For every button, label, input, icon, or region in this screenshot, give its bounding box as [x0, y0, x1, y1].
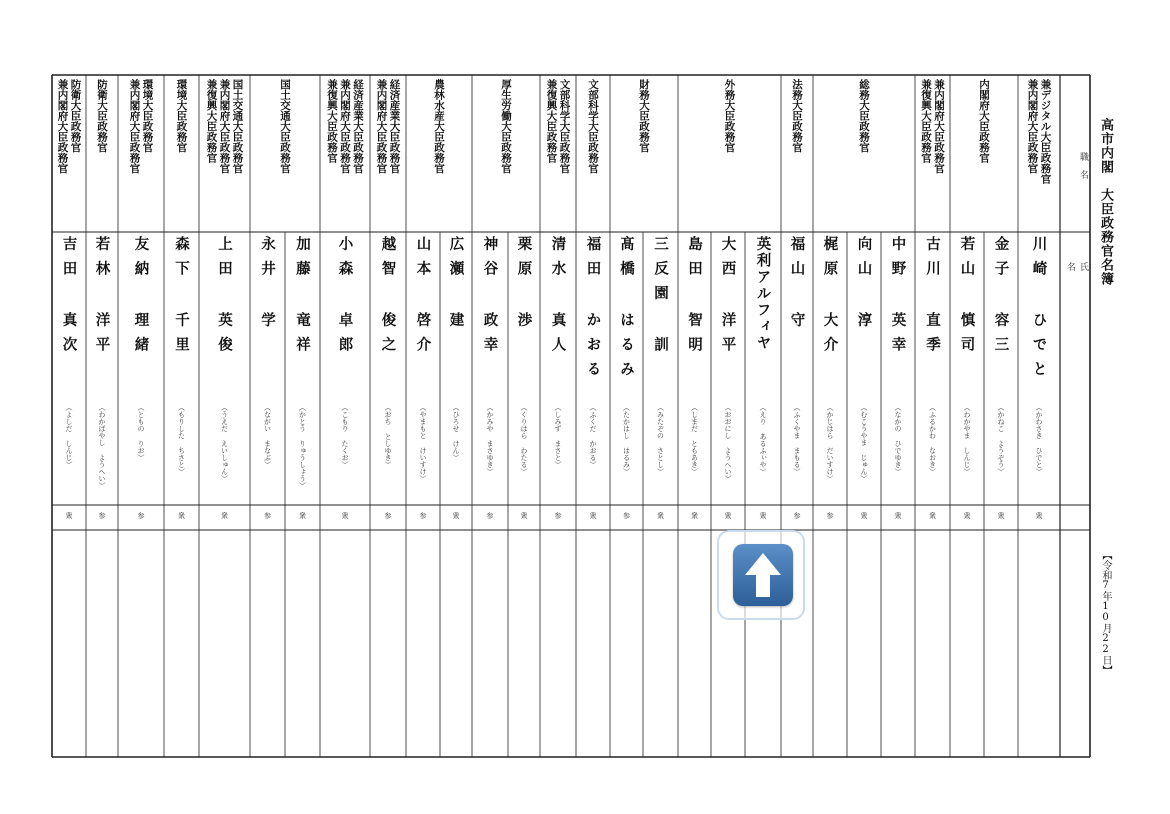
post-line: 兼内閣府大臣政務官 — [1026, 79, 1039, 174]
official-kana — [678, 404, 711, 501]
post-title — [950, 79, 1018, 228]
post-line: 兼内閣府大臣政務官 — [218, 79, 231, 174]
post-title — [915, 79, 950, 228]
official-kana-text: （かわさき ひでと） — [1035, 404, 1043, 475]
official-kana-text: （ふるかわ なおき） — [928, 404, 937, 475]
house-mark: 衆 — [65, 512, 73, 520]
post-title — [540, 79, 576, 228]
post-line: 兼復興大臣政務官 — [326, 79, 338, 163]
official-name-text: 向山 淳 — [855, 236, 873, 337]
house-mark: 参 — [419, 512, 427, 520]
official-kana — [118, 404, 164, 501]
official-kana-text: （おおにし ようへい） — [724, 404, 732, 482]
official-kana — [52, 404, 86, 501]
house-mark: 衆 — [520, 512, 528, 520]
post-line: 防衛大臣政務官 — [96, 79, 108, 153]
official-kana — [164, 404, 199, 501]
post-title — [610, 79, 678, 228]
official-name-text: 越智 俊之 — [379, 236, 397, 361]
scroll-to-top-button[interactable] — [717, 530, 805, 620]
post-line: 兼デジタル大臣政務官 — [1039, 79, 1052, 184]
official-kana-text: （くりはら わたる） — [520, 404, 528, 475]
header-post-label: 職 名 — [1078, 151, 1088, 179]
official-name — [320, 236, 370, 401]
house-mark: 衆 — [724, 512, 732, 520]
official-kana-text: （ひろせ けん） — [452, 404, 460, 461]
post-line: 環境大臣政務官 — [175, 79, 188, 153]
official-kana — [950, 404, 984, 501]
house-mark: 参 — [623, 512, 630, 520]
official-kana-text: （わかばやし ようへい） — [98, 404, 106, 489]
official-kana — [1018, 404, 1060, 501]
official-name-text: 森下 千里 — [173, 236, 190, 361]
house-mark: 衆 — [929, 512, 936, 520]
official-kana-text: （やまもと けいすけ） — [419, 404, 427, 482]
official-name — [440, 236, 472, 401]
post-line: 厚生労働大臣政務官 — [500, 79, 512, 174]
house-mark: 参 — [264, 512, 271, 520]
official-kana-text: （うえだ えいしゅん） — [220, 404, 229, 482]
post-line: 法務大臣政務官 — [791, 79, 803, 153]
official-name — [984, 236, 1018, 401]
official-name-text: 英利アルフィヤ — [754, 236, 772, 352]
post-line: 外務大臣政務官 — [723, 79, 736, 153]
post-line: 兼内閣府大臣政務官 — [339, 79, 351, 174]
official-kana — [984, 404, 1018, 501]
official-kana-text: （しみず まさと） — [554, 404, 562, 468]
official-name — [540, 236, 576, 401]
post-line: 総務大臣政務官 — [858, 79, 870, 153]
official-kana — [406, 404, 440, 501]
post-title — [118, 79, 164, 228]
post-line: 農林水産大臣政務官 — [433, 79, 445, 174]
official-name-text: 金子 容三 — [992, 236, 1010, 361]
official-name — [847, 236, 881, 401]
official-kana-text: （ともの りお） — [137, 404, 145, 461]
official-name — [950, 236, 984, 401]
official-name — [610, 236, 643, 401]
official-kana-text: （こもり たくお） — [341, 404, 349, 468]
official-name-text: 上田 英俊 — [216, 236, 233, 361]
official-kana — [813, 404, 847, 501]
official-kana-text: （かとう りゅうしょう） — [298, 404, 307, 489]
official-name-text: 髙橋 はるみ — [618, 236, 635, 386]
official-name — [250, 236, 285, 401]
house-mark: 衆 — [860, 512, 868, 520]
official-kana — [86, 404, 118, 501]
official-kana-text: （もりした ちさと） — [177, 404, 186, 475]
post-title — [406, 79, 472, 228]
post-title — [1018, 79, 1060, 228]
official-name — [881, 236, 915, 401]
house-mark: 衆 — [299, 512, 306, 520]
official-name — [813, 236, 847, 401]
official-name — [164, 236, 199, 401]
official-kana — [472, 404, 508, 501]
post-title — [781, 79, 813, 228]
official-kana — [745, 404, 781, 501]
house-mark: 衆 — [221, 512, 228, 520]
official-name — [915, 236, 950, 401]
arrow-up-icon — [733, 544, 793, 606]
post-title — [320, 79, 370, 228]
official-name — [1018, 236, 1060, 401]
official-name-text: 栗原 渉 — [515, 236, 533, 337]
official-kana-text: （おち としゆき） — [384, 404, 392, 468]
official-kana — [781, 404, 813, 501]
house-mark: 参 — [826, 512, 834, 520]
official-name-text: 神谷 政幸 — [481, 236, 499, 361]
official-name-text: 島田 智明 — [686, 236, 703, 361]
house-mark: 参 — [384, 512, 392, 520]
post-line: 国土交通大臣政務官 — [279, 79, 291, 174]
post-title — [370, 79, 406, 228]
house-mark: 参 — [554, 512, 562, 520]
official-kana — [643, 404, 678, 501]
official-name — [678, 236, 711, 401]
official-kana — [320, 404, 370, 501]
post-line: 経済産業大臣政務官 — [388, 79, 401, 174]
official-kana-text: （みたぞの さとし） — [656, 404, 665, 475]
header-name-label: 氏 名 — [1065, 262, 1088, 440]
official-name — [285, 236, 320, 401]
post-line: 経済産業大臣政務官 — [352, 79, 364, 174]
official-kana — [285, 404, 320, 501]
official-name-text: 若山 慎司 — [958, 236, 976, 361]
post-line: 環境大臣政務官 — [141, 79, 154, 153]
post-line: 兼内閣府大臣政務官 — [128, 79, 141, 174]
official-kana — [711, 404, 745, 501]
post-line: 内閣府大臣政務官 — [978, 79, 990, 163]
official-kana — [440, 404, 472, 501]
official-name-text: 吉田 真次 — [60, 236, 78, 361]
official-kana-text: （ふくだ かおる） — [589, 404, 597, 468]
official-kana — [370, 404, 406, 501]
official-name-text: 古川 直季 — [924, 236, 941, 361]
post-title — [813, 79, 915, 228]
official-name — [508, 236, 540, 401]
post-line: 財務大臣政務官 — [638, 79, 650, 153]
official-kana-text: （かねこ ようぞう） — [997, 404, 1005, 475]
post-title — [472, 79, 540, 228]
post-line: 兼内閣府大臣政務官 — [56, 79, 69, 174]
post-title — [164, 79, 199, 228]
official-kana — [881, 404, 915, 501]
post-title — [52, 79, 86, 228]
house-mark: 参 — [137, 512, 145, 520]
house-mark: 衆 — [657, 512, 664, 520]
official-kana — [610, 404, 643, 501]
official-kana — [250, 404, 285, 501]
post-title — [576, 79, 610, 228]
document-date: 【令和7年10月22日】 — [1100, 550, 1111, 675]
official-kana — [508, 404, 540, 501]
post-title — [678, 79, 781, 228]
official-kana-text: （ながい まなぶ） — [263, 404, 272, 468]
official-kana-text: （かじはら だいすけ） — [826, 404, 834, 482]
official-name-text: 大西 洋平 — [719, 236, 737, 361]
official-name — [118, 236, 164, 401]
official-name-text: 友納 理緒 — [132, 236, 150, 361]
house-mark: 衆 — [589, 512, 597, 520]
official-name — [576, 236, 610, 401]
official-name-text: 梶原 大介 — [821, 236, 839, 361]
house-mark: 衆 — [691, 512, 698, 520]
official-name-text: 永井 学 — [259, 236, 276, 337]
post-line: 兼内閣府大臣政務官 — [375, 79, 388, 174]
document-title: 高市内閣 大臣政務官名簿 — [1098, 118, 1113, 286]
official-name-text: 加藤 竜祥 — [294, 236, 311, 361]
post-line: 兼復興大臣政務官 — [545, 79, 558, 163]
house-mark: 参 — [486, 512, 494, 520]
official-name-text: 福山 守 — [788, 236, 806, 337]
official-name-text: 福田 かおる — [584, 236, 602, 386]
house-mark: 衆 — [452, 512, 460, 520]
house-mark: 参 — [793, 512, 801, 520]
official-name-text: 三反園 訓 — [652, 236, 669, 361]
official-kana-text: （むこうやま じゅん） — [860, 404, 868, 482]
post-line: 兼復興大臣政務官 — [205, 79, 218, 163]
house-mark: 衆 — [1035, 512, 1043, 520]
official-name-text: 清水 真人 — [549, 236, 567, 361]
official-kana-text: （ふくやま まもる） — [793, 404, 801, 475]
official-kana — [847, 404, 881, 501]
house-mark: 衆 — [759, 512, 767, 520]
official-name — [472, 236, 508, 401]
official-kana-text: （わかやま しんじ） — [963, 404, 971, 475]
official-kana-text: （えり あるふぃや） — [759, 404, 767, 475]
post-line: 兼復興大臣政務官 — [920, 79, 932, 163]
post-line: 文部科学大臣政務官 — [558, 79, 571, 174]
official-name-text: 中野 英幸 — [889, 236, 907, 361]
official-kana — [199, 404, 250, 501]
official-name-text: 山本 啓介 — [414, 236, 432, 361]
official-name-text: 川崎 ひでと — [1030, 236, 1048, 386]
house-mark: 衆 — [178, 512, 185, 520]
post-title — [86, 79, 118, 228]
official-kana-text: （なかの ひでゆき） — [894, 404, 902, 475]
official-name — [745, 236, 781, 401]
official-name — [781, 236, 813, 401]
official-name-text: 小森 卓郎 — [336, 236, 354, 361]
official-kana-text: （しまだ ともあき） — [690, 404, 699, 475]
official-name — [711, 236, 745, 401]
official-name-text: 広瀬 建 — [447, 236, 465, 337]
post-line: 兼内閣府大臣政務官 — [933, 79, 945, 174]
post-line: 文部科学大臣政務官 — [587, 79, 599, 174]
official-kana — [915, 404, 950, 501]
house-mark: 衆 — [997, 512, 1005, 520]
official-name — [370, 236, 406, 401]
post-title — [250, 79, 320, 228]
official-kana-text: （たかはし はるみ） — [622, 404, 631, 475]
official-kana-text: （かみや まさゆき） — [486, 404, 494, 475]
official-name — [86, 236, 118, 401]
house-mark: 参 — [98, 512, 106, 520]
official-kana — [540, 404, 576, 501]
post-line: 国土交通大臣政務官 — [231, 79, 244, 174]
post-line: 防衛大臣政務官 — [69, 79, 82, 153]
official-kana — [576, 404, 610, 501]
official-name — [52, 236, 86, 401]
post-title — [199, 79, 250, 228]
house-mark: 衆 — [963, 512, 971, 520]
official-name — [643, 236, 678, 401]
official-name — [406, 236, 440, 401]
house-mark: 衆 — [894, 512, 902, 520]
official-name-text: 若林 洋平 — [93, 236, 111, 361]
official-kana-text: （よしだ しんじ） — [65, 404, 73, 468]
house-mark: 衆 — [341, 512, 349, 520]
official-name — [199, 236, 250, 401]
